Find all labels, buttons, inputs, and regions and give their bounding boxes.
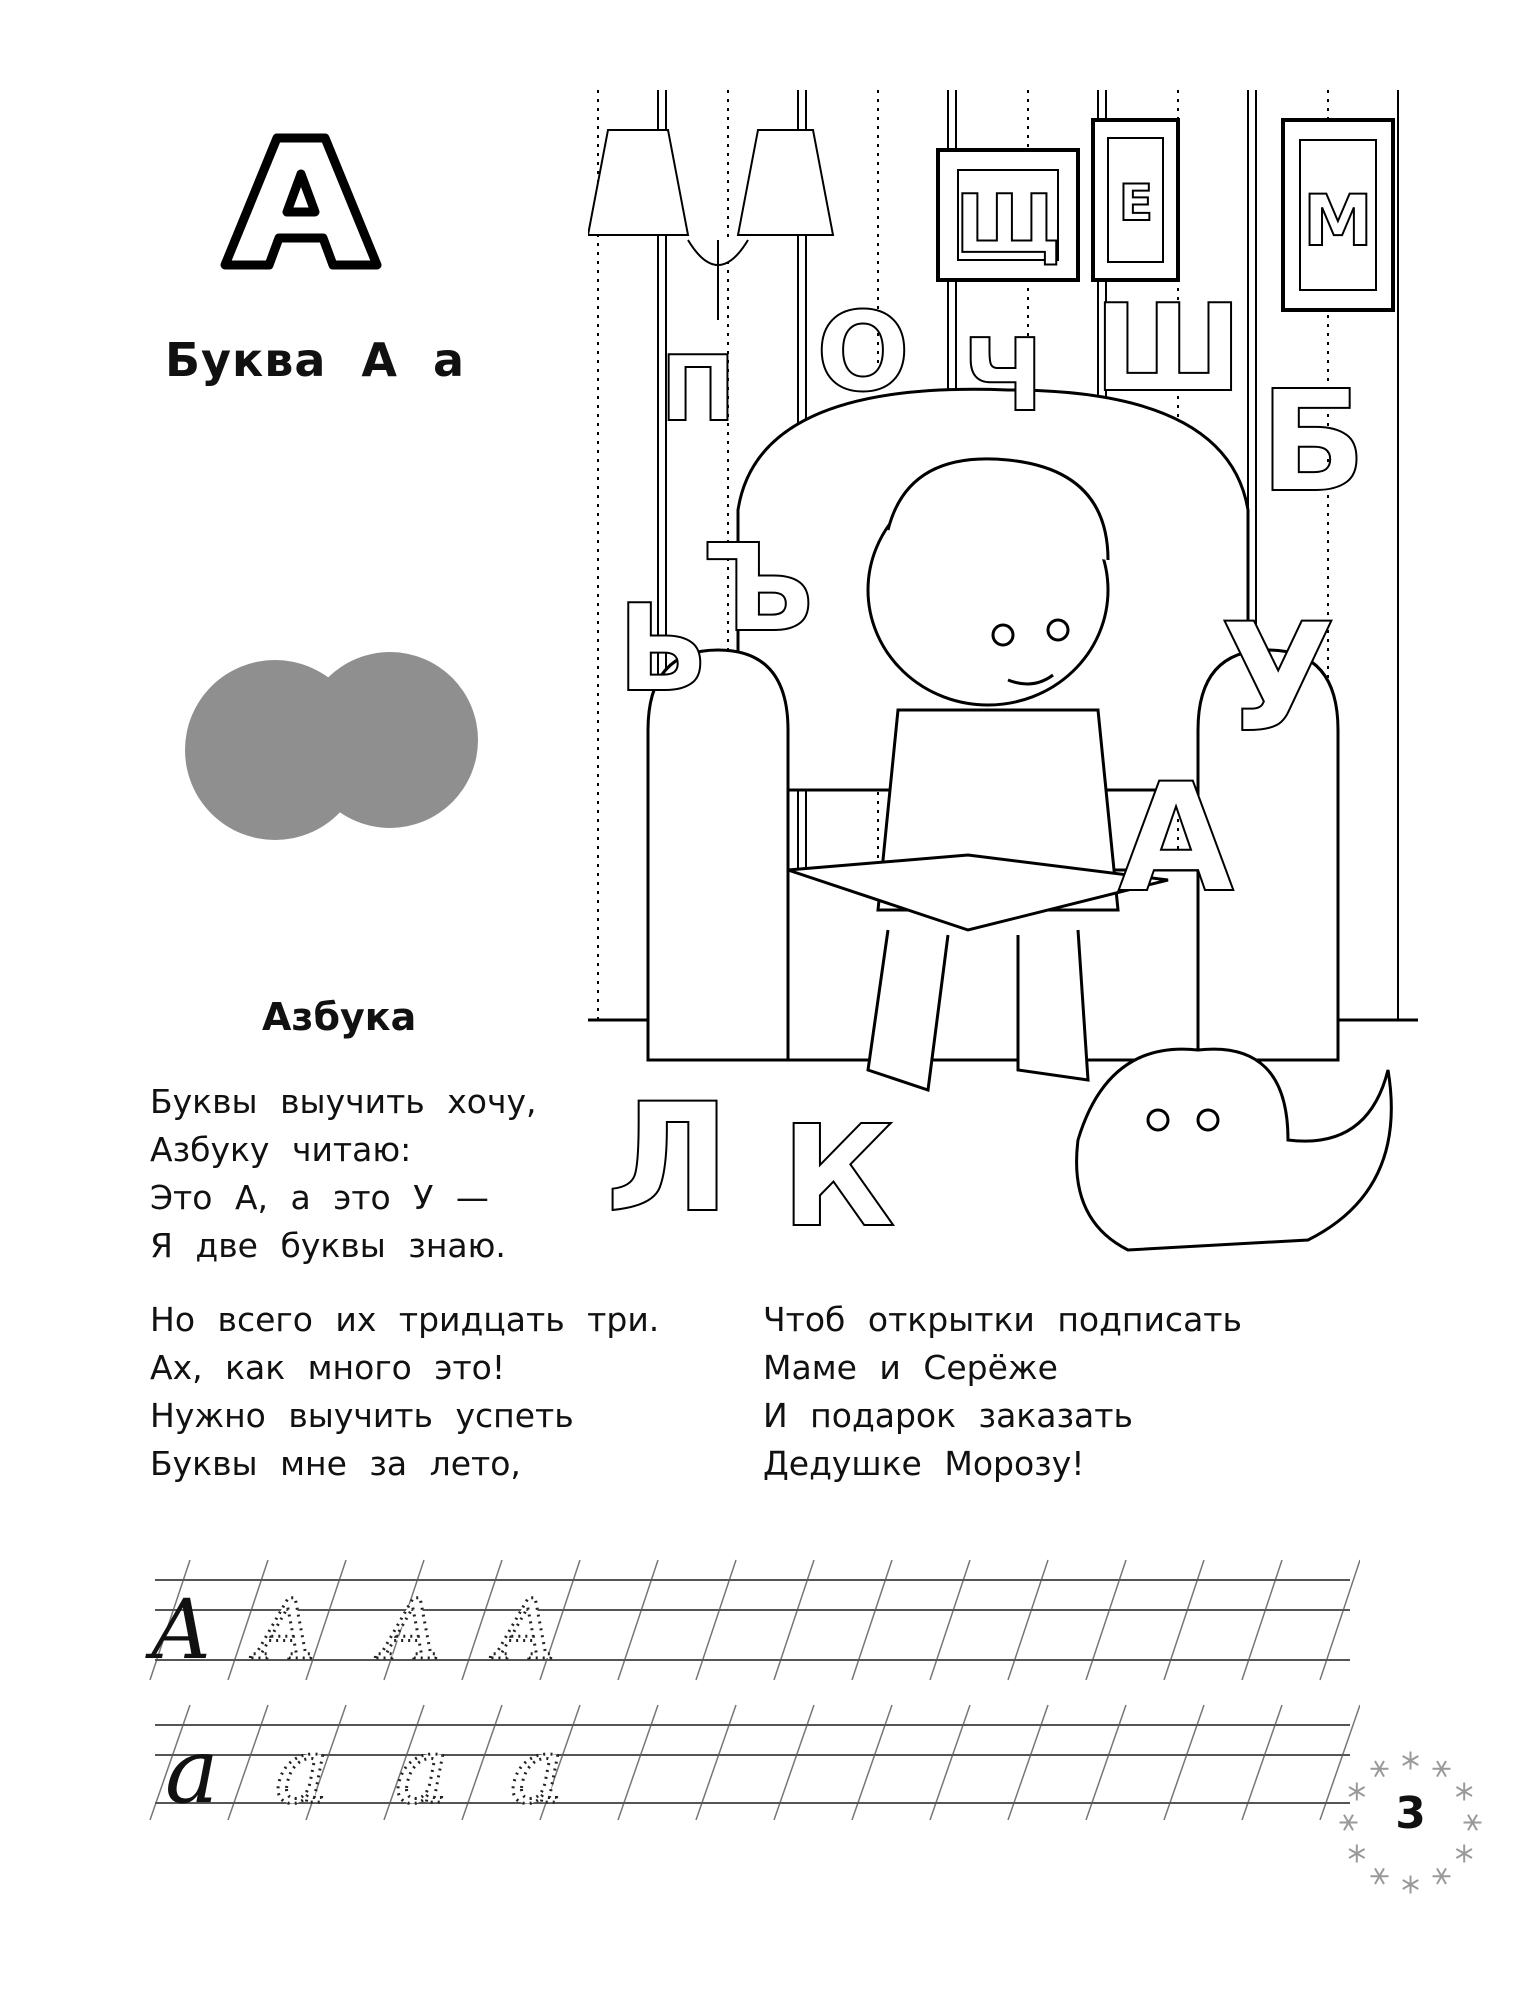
- scattered-letter: Л: [605, 1072, 731, 1246]
- wall-lamps: [588, 130, 833, 320]
- poem-title: Азбука: [262, 995, 417, 1039]
- poem-stanza-2: [150, 1296, 659, 1488]
- letter-heading: Буква А а: [165, 333, 466, 387]
- big-letter-a-outline: [215, 130, 385, 270]
- poem-line: Ах, как много это!: [150, 1348, 506, 1387]
- poem-line: Дедушке Морозу!: [763, 1444, 1085, 1483]
- scattered-letter: Ч: [962, 317, 1044, 434]
- copybook-uppercase-trace: А: [495, 1583, 558, 1678]
- scattered-letter: П: [660, 337, 736, 442]
- poem-line: Чтоб открытки подписать: [763, 1300, 1242, 1339]
- copybook-lowercase-trace: а: [510, 1719, 564, 1820]
- frame-letter: М: [1303, 180, 1373, 262]
- scattered-letter: Ь: [617, 580, 709, 719]
- copybook-lowercase-sample: а: [165, 1719, 219, 1820]
- poem-line: Это А, а это У —: [150, 1178, 489, 1217]
- poem-line: Я две буквы знаю.: [150, 1226, 506, 1265]
- copybook-uppercase-trace: А: [380, 1583, 443, 1678]
- handwriting-practice-lines: [140, 1520, 1360, 1820]
- copybook-uppercase-sample: А: [150, 1583, 213, 1678]
- copybook-lowercase-trace: а: [395, 1719, 449, 1820]
- poem-line: И подарок заказать: [763, 1396, 1133, 1435]
- poem-line: Буквы мне за лето,: [150, 1444, 521, 1483]
- poem-line: Буквы выучить хочу,: [150, 1082, 537, 1121]
- scattered-letter: Б: [1259, 361, 1367, 524]
- frame-letter: Щ: [954, 178, 1062, 271]
- scattered-letter: Ш: [1093, 280, 1243, 419]
- boy-reading-illustration: [588, 90, 1418, 1265]
- cat: [1077, 1049, 1392, 1250]
- poem-line: Азбуку читаю:: [150, 1130, 412, 1169]
- scattered-letter: Ъ: [701, 520, 815, 659]
- poem-line: Нужно выучить успеть: [150, 1396, 574, 1435]
- scattered-letter: У: [1220, 592, 1336, 766]
- copybook-uppercase-trace: А: [255, 1583, 318, 1678]
- poem-stanza-3: [763, 1296, 1242, 1488]
- scattered-letter: К: [780, 1096, 896, 1259]
- page-number: 3: [1395, 1788, 1426, 1839]
- poem-line: Но всего их тридцать три.: [150, 1300, 660, 1339]
- frame-letter: Е: [1118, 174, 1154, 232]
- scattered-letter: А: [1117, 752, 1235, 926]
- vowel-sound-circles: [180, 640, 480, 850]
- scattered-letter: О: [816, 288, 910, 416]
- poem-stanza-1: [150, 1078, 536, 1270]
- poem-line: Маме и Серёже: [763, 1348, 1058, 1387]
- copybook-lowercase-trace: а: [275, 1719, 329, 1820]
